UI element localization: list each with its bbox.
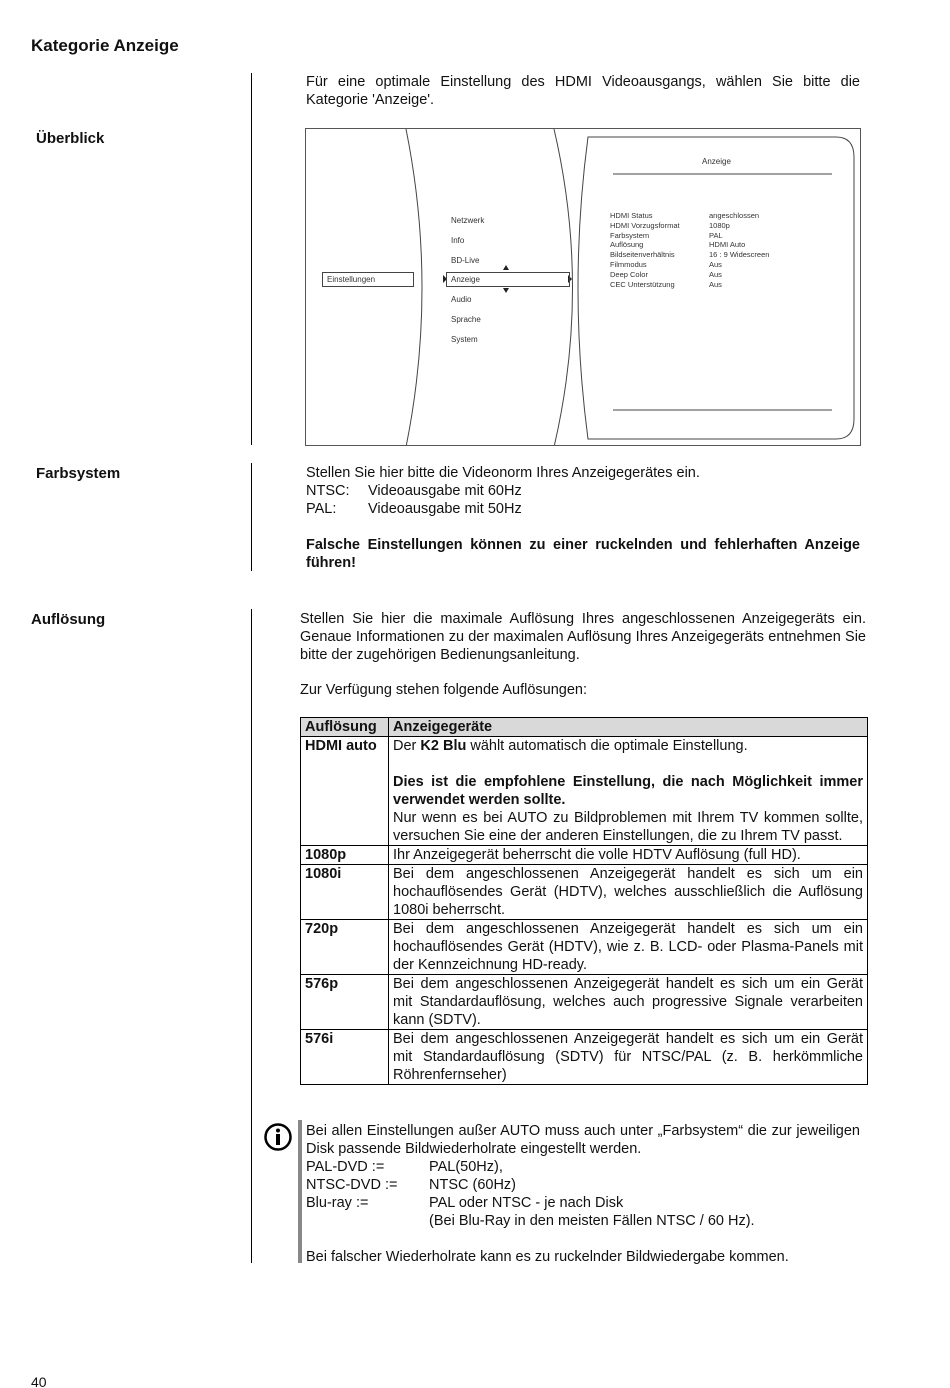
farbsystem-warning: Falsche Einstellungen können zu einer ruckelnden und fehlerhaften Anzeige führen! (306, 537, 860, 571)
ntsc-value: Videoausgabe mit 60Hz (368, 483, 522, 499)
table-cell-key: 576p (301, 975, 389, 1030)
table-cell-key: 1080p (301, 846, 389, 865)
pal-value: Videoausgabe mit 50Hz (368, 501, 522, 517)
overview-intro: Für eine optimale Einstellung des HDMI Videoausgangs, wählen Sie bitte die Kategorie 'Anzeige'. (306, 74, 860, 108)
table-cell-key: 720p (301, 920, 389, 975)
info-icon (263, 1122, 293, 1152)
up-arrow-icon (503, 265, 509, 270)
brand-name: K2 Blu (420, 738, 467, 754)
table-cell-desc: Bei dem angeschlossenen Anzeigegerät handelt es sich um ein Gerät mit Standardauflösung (SDTV) für NTSC/PAL (z. B. herkömmliche Röhrenfernseher) (389, 1030, 868, 1085)
menu-item[interactable]: BD-Live (451, 255, 480, 265)
setting-value: PAL (709, 230, 723, 240)
table-row (301, 920, 868, 975)
section-divider (251, 73, 252, 445)
setting-name: Auflösung (610, 240, 644, 250)
setting-name: Filmmodus (610, 259, 647, 269)
setting-value: Aus (709, 259, 722, 269)
mapping-value: NTSC (60Hz) (429, 1177, 517, 1193)
setting-value: 16 : 9 Widescreen (709, 250, 770, 260)
settings-names (610, 211, 680, 289)
desc-text: Der (393, 738, 421, 754)
down-arrow-icon (503, 288, 509, 293)
ntsc-key: NTSC: (306, 483, 350, 499)
setting-value: Aus (709, 269, 722, 279)
page-number: 40 (31, 1374, 47, 1388)
table-header-row (301, 718, 868, 737)
note-footer: Bei falscher Wiederholrate kann es zu ruckelnder Bildwiedergabe kommen. (306, 1249, 789, 1265)
table-cell-key: 576i (301, 1030, 389, 1085)
menu-curves (306, 129, 861, 446)
resolution-table (300, 717, 868, 1085)
auto-note-text: Nur wenn es bei AUTO zu Bildproblemen mit Ihrem TV kommen sollte, versuchen Sie eine der anderen Einstellungen, die zu Ihrem TV passt. (393, 810, 863, 844)
table-row (301, 865, 868, 920)
settings-button[interactable]: Einstellungen (322, 272, 414, 287)
mapping-key: PAL-DVD := (306, 1159, 385, 1175)
mapping-value: PAL oder NTSC - je nach Disk (429, 1195, 624, 1211)
mapping-value: PAL(50Hz), (429, 1159, 503, 1175)
farbsystem-intro: Stellen Sie hier bitte die Videonorm Ihres Anzeigegerätes ein. (306, 465, 700, 481)
note-intro: Bei allen Einstellungen außer AUTO muss auch unter „Farbsystem“ die zur jeweiligen Disk passende Bildwiederholrate eingestellt werden. (306, 1123, 860, 1157)
page-title: Kategorie Anzeige (31, 36, 179, 55)
setting-value: Aus (709, 279, 722, 289)
table-row (301, 846, 868, 865)
table-header-resolution: Auflösung (301, 718, 389, 737)
setting-value: angeschlossen (709, 211, 760, 220)
farbsystem-body (306, 464, 860, 572)
table-cell-desc: Bei dem angeschlossenen Anzeigegerät handelt es sich um ein hochauflösendes Gerät (HDTV), welches ausschließlich die Auflösung 1080i beherrscht. (389, 865, 868, 920)
mapping-row (306, 1158, 860, 1176)
pal-row (306, 500, 860, 518)
pal-key: PAL: (306, 501, 337, 517)
table-row (301, 737, 868, 846)
section-label-aufloesung: Auflösung (31, 611, 106, 628)
table-row (301, 975, 868, 1030)
menu-item[interactable]: Sprache (451, 315, 481, 324)
table-cell-desc: Bei dem angeschlossenen Anzeigegerät handelt es sich um ein hochauflösendes Gerät (HDTV), wie z. B. LCD- oder Plasma-Panels mit der Kennzeichnung HD-ready. (389, 920, 868, 975)
aufloesung-intro: Stellen Sie hier die maximale Auflösung Ihres angeschlossenen Anzeigegeräts ein. Genaue Informationen zu der maximalen Auflösung Ihres Anzeigegeräts entnehmen Sie bitte der zugehörigen Bedienungsanleitung. (300, 611, 866, 663)
setting-name: Farbsystem (610, 230, 650, 240)
note-body (306, 1122, 860, 1266)
menu-item[interactable]: Netzwerk (451, 216, 485, 225)
menu-item[interactable]: System (451, 334, 478, 344)
table-cell-desc (389, 737, 868, 846)
mapping-row (306, 1194, 860, 1212)
section-divider (251, 609, 252, 1263)
menu-item[interactable]: Audio (451, 295, 472, 305)
mapping-row (306, 1212, 860, 1230)
menu-item[interactable]: Info (451, 235, 465, 245)
table-cell-desc: Bei dem angeschlossenen Anzeigegerät handelt es sich um ein Gerät mit Standardauflösung, welches auch progressive Signale verarbeiten kann (SDTV). (389, 975, 868, 1030)
panel-title: Anzeige (702, 157, 731, 166)
table-row (301, 1030, 868, 1085)
mapping-key: Blu-ray := (306, 1195, 369, 1211)
desc-text: wählt automatisch die optimale Einstellung. (466, 738, 748, 754)
aufloesung-available: Zur Verfügung stehen folgende Auflösungen: (300, 682, 587, 698)
setting-name: HDMI Vorzugsformat (610, 220, 680, 230)
recommendation-text: Dies ist die empfohlene Einstellung, die nach Möglichkeit immer verwendet werden sollte. (393, 774, 863, 808)
setting-name: CEC Unterstützung (610, 279, 675, 289)
section-label-overview: Überblick (36, 130, 105, 147)
table-cell-desc: Ihr Anzeigegerät beherrscht die volle HDTV Auflösung (full HD). (389, 846, 868, 865)
table-header-devices: Anzeigegeräte (389, 718, 868, 737)
setting-value: HDMI Auto (709, 240, 746, 250)
section-label-farbsystem: Farbsystem (36, 465, 121, 482)
menu-item[interactable]: Anzeige (451, 275, 480, 285)
mapping-key: NTSC-DVD := (306, 1177, 398, 1193)
section-divider (251, 463, 252, 571)
display-menu-screenshot (305, 128, 861, 446)
setting-name: Deep Color (610, 269, 648, 279)
setting-name: Bildseitenverhältnis (610, 250, 675, 260)
table-cell-key: 1080i (301, 865, 389, 920)
note-bar (298, 1120, 302, 1263)
setting-value: 1080p (709, 220, 730, 230)
mapping-extra: (Bei Blu-Ray in den meisten Fällen NTSC / 60 Hz). (429, 1213, 755, 1229)
ntsc-row (306, 482, 860, 500)
settings-values (709, 211, 769, 289)
setting-name: HDMI Status (610, 211, 653, 220)
table-cell-key: HDMI auto (301, 737, 389, 846)
mapping-row (306, 1176, 860, 1194)
